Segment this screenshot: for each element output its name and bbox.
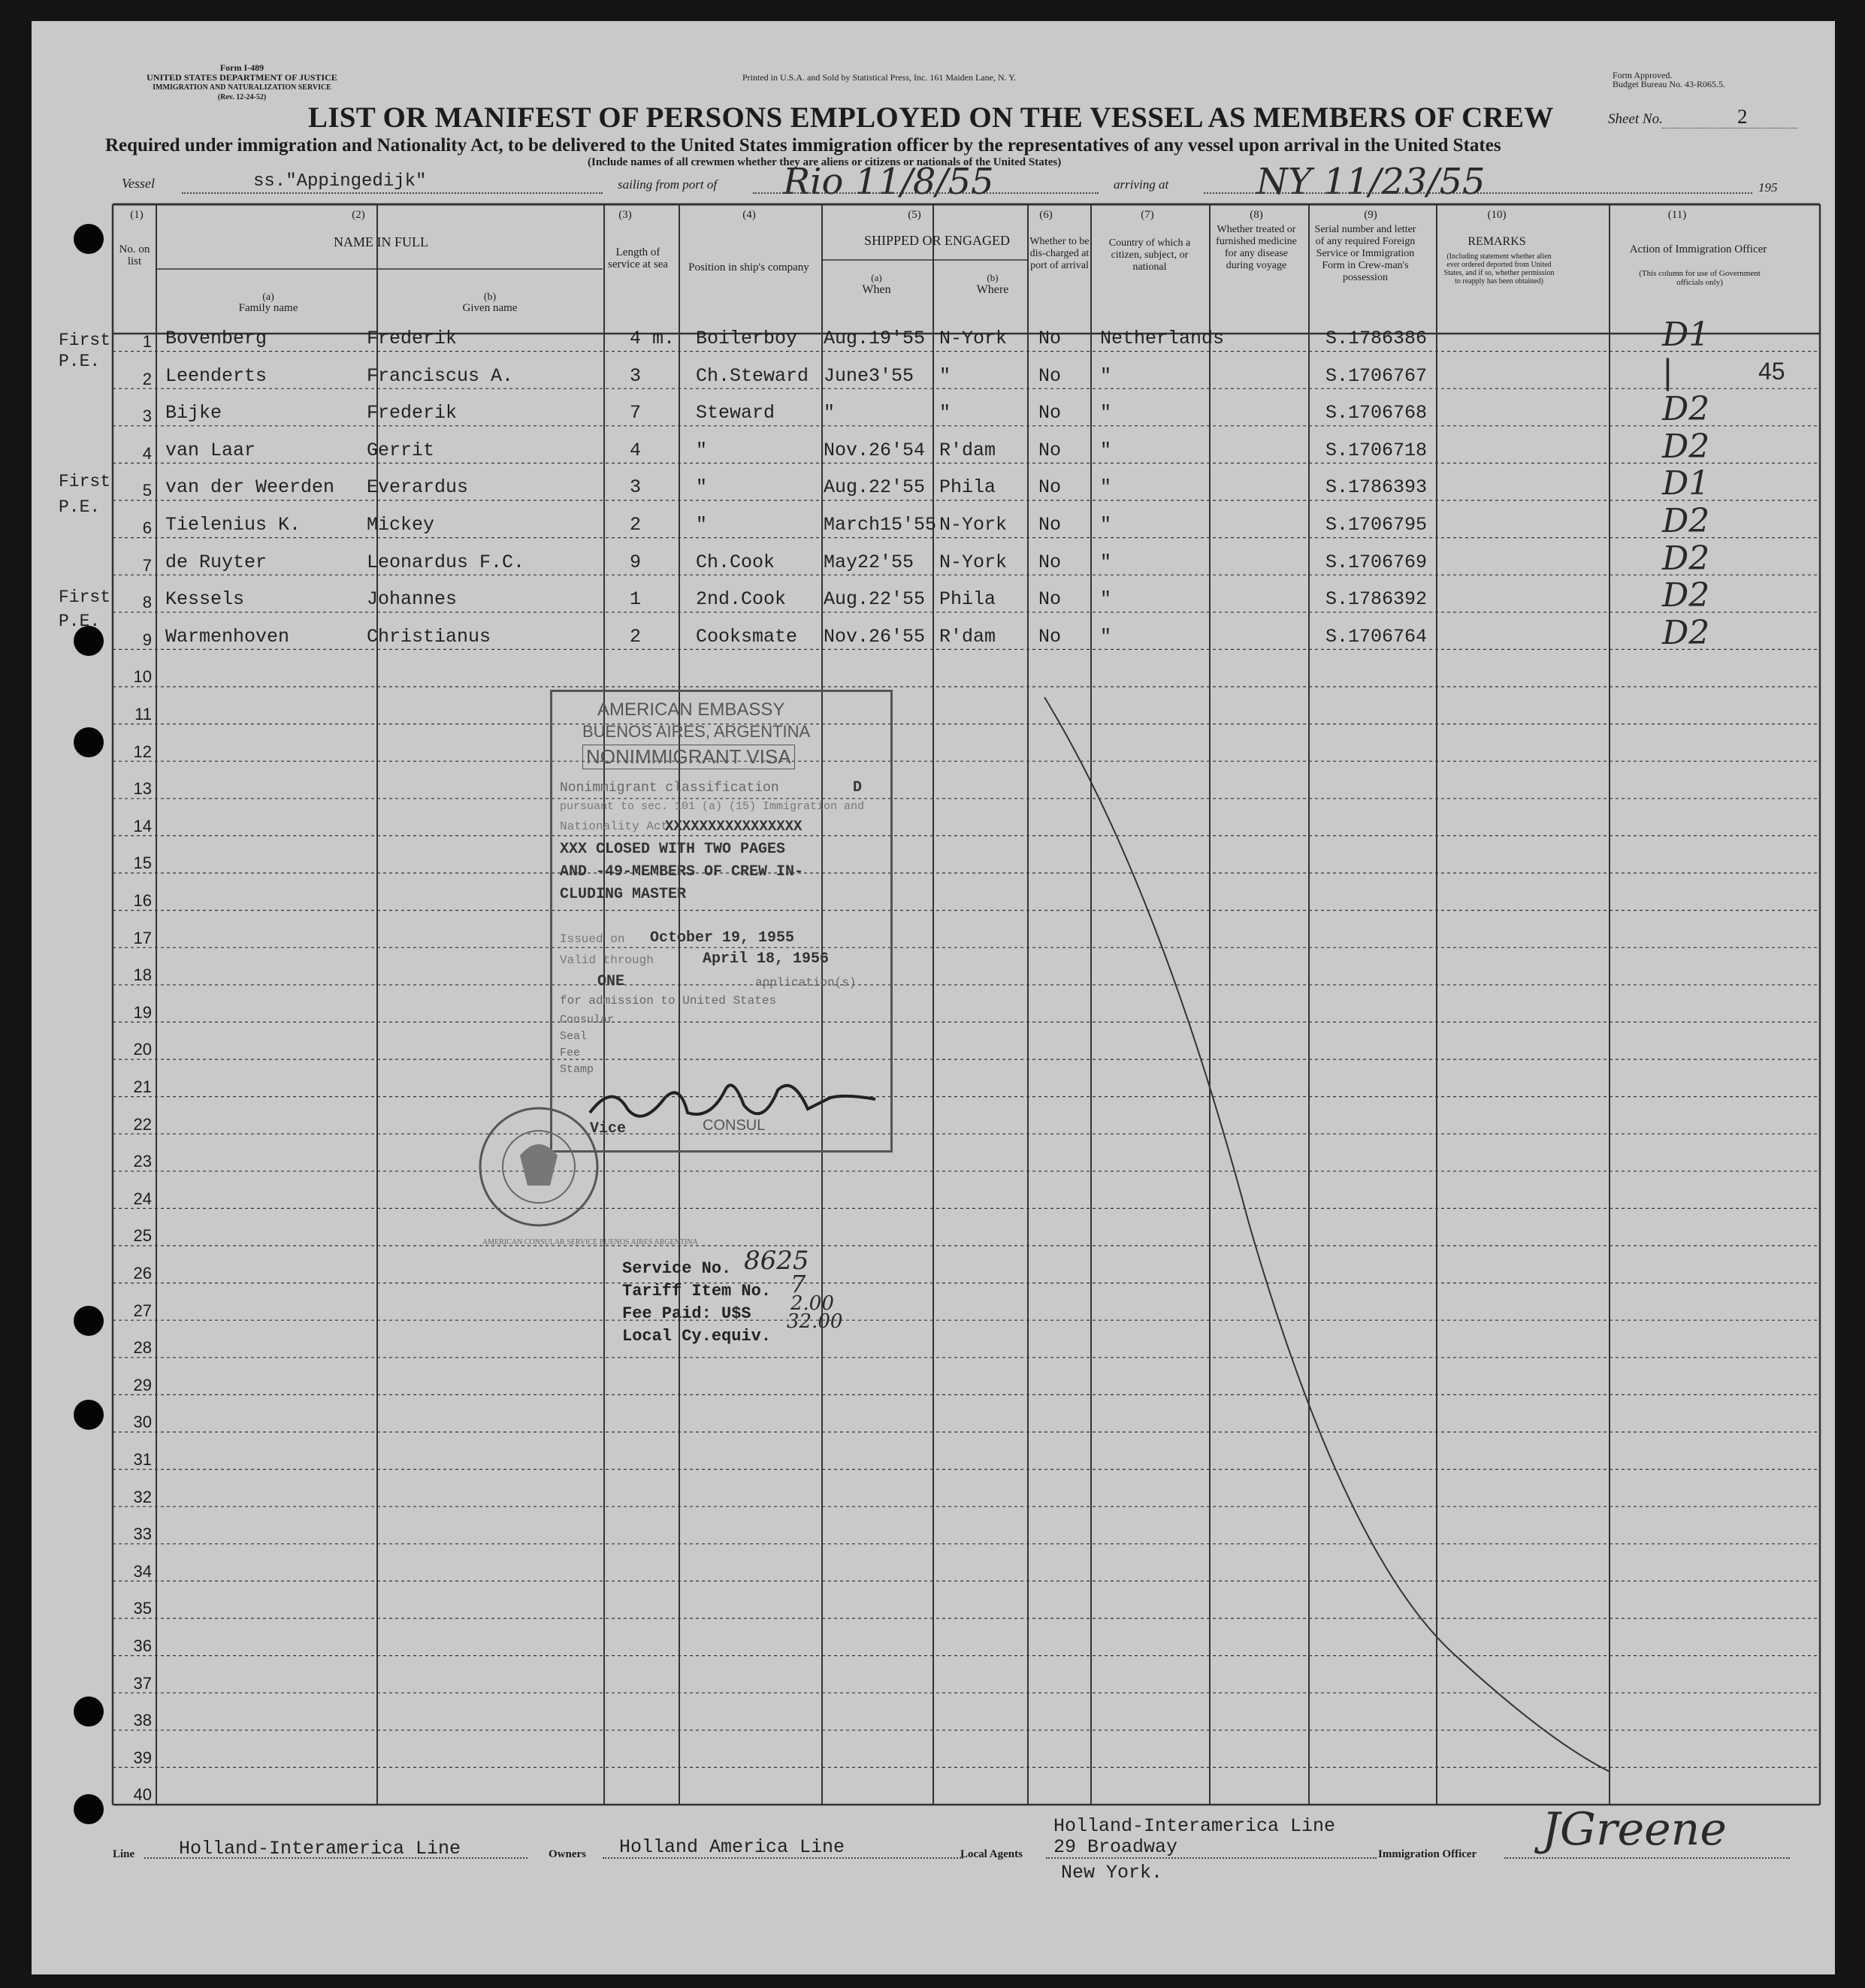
crew-discharged: No bbox=[1038, 328, 1062, 349]
col-when: When bbox=[862, 283, 891, 296]
vessel-label: Vessel bbox=[122, 176, 155, 191]
crew-discharged: No bbox=[1038, 402, 1062, 424]
col-remarks-note: (Including statement whether alien ever ordered deported from United States, and if so, whether permission to reapply has been obtained) bbox=[1443, 252, 1555, 286]
vessel-name: ss."Appingedijk" bbox=[253, 171, 427, 192]
line-rule bbox=[144, 1857, 527, 1859]
row-number: 2 bbox=[142, 369, 152, 388]
crew-given-name: Mickey bbox=[367, 514, 435, 536]
col-no: No. on list bbox=[119, 243, 150, 267]
department: UNITED STATES DEPARTMENT OF JUSTICE bbox=[147, 72, 337, 83]
row-number: 37 bbox=[133, 1673, 152, 1693]
crew-where: Phila bbox=[939, 476, 996, 499]
row-number: 24 bbox=[133, 1189, 152, 1208]
officer-label: Immigration Officer bbox=[1378, 1848, 1477, 1860]
crew-length: 3 bbox=[630, 364, 642, 387]
row-number: 3 bbox=[142, 406, 152, 426]
local-label: Local Cy.equiv. bbox=[622, 1327, 772, 1346]
row-number: 20 bbox=[133, 1040, 152, 1059]
crew-family-name: Leenderts bbox=[165, 364, 268, 387]
stamp-class-d: D bbox=[853, 779, 863, 796]
crew-position: Cooksmate bbox=[696, 625, 798, 648]
row-number: 8 bbox=[142, 593, 152, 612]
crew-serial: S.1706769 bbox=[1325, 551, 1428, 573]
col-num-3: (3) bbox=[618, 209, 632, 221]
crew-when: May22'55 bbox=[824, 551, 914, 573]
stamp-city: BUENOS AIRES, ARGENTINA bbox=[582, 722, 811, 741]
crew-discharged: No bbox=[1038, 439, 1062, 461]
crew-position: Ch.Steward bbox=[696, 364, 809, 387]
stamp-consul: CONSUL bbox=[703, 1117, 766, 1134]
crew-family-name: de Ruyter bbox=[165, 551, 268, 573]
crew-family-name: Bovenberg bbox=[165, 328, 268, 349]
crew-when: Aug.22'55 bbox=[824, 476, 926, 499]
col-num-8: (8) bbox=[1250, 209, 1263, 221]
manifest-sheet bbox=[32, 21, 1835, 1974]
crew-country: " bbox=[1100, 588, 1112, 611]
crew-when: June3'55 bbox=[824, 364, 914, 387]
crew-position: " bbox=[696, 476, 708, 499]
sailing-label: sailing from port of bbox=[618, 177, 718, 192]
row-number: 36 bbox=[133, 1636, 152, 1655]
crew-given-name: Leonardus F.C. bbox=[367, 551, 525, 573]
printer-note: Printed in U.S.A. and Sold by Statistical Press, Inc. 161 Maiden Lane, N. Y. bbox=[742, 72, 1017, 83]
arriving-port: NY 11/23/55 bbox=[1256, 161, 1486, 203]
owners-label: Owners bbox=[549, 1848, 586, 1860]
crew-discharged: No bbox=[1038, 625, 1062, 648]
visa-stamp bbox=[550, 690, 893, 1153]
crew-family-name: van der Weerden bbox=[165, 476, 335, 499]
crew-where: N-York bbox=[939, 551, 1008, 573]
crew-serial: S.1706795 bbox=[1325, 514, 1428, 536]
crew-action: D2 bbox=[1662, 539, 1710, 578]
row-number: 12 bbox=[133, 742, 152, 761]
crew-action: D1 bbox=[1662, 464, 1710, 503]
stamp-applications: application(s) bbox=[755, 976, 857, 989]
crew-when: Aug.19'55 bbox=[824, 328, 926, 349]
form-number: Form I-489 bbox=[219, 62, 264, 73]
crew-country: " bbox=[1100, 439, 1112, 461]
col-num-4: (4) bbox=[742, 209, 756, 221]
row-number: 38 bbox=[133, 1711, 152, 1730]
page-subtitle: Required under immigration and Nationality Act, to be delivered to the United States immigration officer by the representatives of any vessel upon arrival in the United States bbox=[105, 135, 1501, 156]
row-number: 18 bbox=[133, 965, 152, 985]
stamp-visa: NONIMMIGRANT VISA bbox=[582, 745, 795, 769]
margin-note: First bbox=[59, 331, 111, 350]
row-number: 28 bbox=[133, 1338, 152, 1358]
agents-line-1: Holland-Interamerica Line bbox=[1053, 1815, 1336, 1837]
margin-note: P.E. bbox=[59, 497, 101, 517]
form-approved: Form Approved. bbox=[1613, 70, 1673, 80]
budget-bureau: Budget Bureau No. 43-R065.5. bbox=[1613, 79, 1725, 89]
agents-line-3: New York. bbox=[1061, 1862, 1163, 1884]
owners-rule bbox=[603, 1857, 963, 1859]
crew-position: Ch.Cook bbox=[696, 551, 775, 573]
crew-action: D2 bbox=[1662, 576, 1710, 615]
year-label: 195 bbox=[1758, 180, 1778, 195]
agents-label: Local Agents bbox=[960, 1848, 1023, 1860]
row-number: 22 bbox=[133, 1114, 152, 1134]
row-number: 23 bbox=[133, 1152, 152, 1171]
page-count: 45 bbox=[1758, 358, 1785, 385]
row-number: 4 bbox=[142, 443, 152, 463]
crew-where: " bbox=[939, 364, 951, 387]
crew-action: D1 bbox=[1662, 316, 1710, 354]
crew-country: " bbox=[1100, 514, 1112, 536]
row-number: 16 bbox=[133, 891, 152, 910]
consular-seal bbox=[475, 1103, 603, 1231]
col-num-6: (6) bbox=[1039, 209, 1053, 221]
crew-where: R'dam bbox=[939, 625, 996, 648]
crew-length: 2 bbox=[630, 514, 642, 536]
crew-serial: S.1706767 bbox=[1325, 364, 1428, 387]
stamp-vice: Vice bbox=[590, 1120, 627, 1138]
crew-given-name: Christianus bbox=[367, 625, 491, 648]
margin-note: P.E. bbox=[59, 352, 101, 371]
stamp-pursuant: pursuant to sec. 101 (a) (15) Immigration and bbox=[560, 800, 865, 813]
row-number: 15 bbox=[133, 854, 152, 873]
crew-discharged: No bbox=[1038, 476, 1062, 499]
stamp-valid: April 18, 1956 bbox=[703, 950, 830, 968]
agents-line-2: 29 Broadway bbox=[1053, 1836, 1178, 1858]
crew-length: 7 bbox=[630, 402, 642, 424]
crew-where: R'dam bbox=[939, 439, 996, 461]
crew-length: 2 bbox=[630, 625, 642, 648]
stamp-closed: XXX CLOSED WITH TWO PAGES bbox=[560, 841, 786, 858]
row-number: 29 bbox=[133, 1375, 152, 1394]
stamp-act: Nationality Act bbox=[560, 820, 669, 833]
row-number: 32 bbox=[133, 1487, 152, 1506]
margin-note: First bbox=[59, 472, 111, 491]
crew-discharged: No bbox=[1038, 551, 1062, 573]
crew-when: Nov.26'54 bbox=[824, 439, 926, 461]
crew-serial: S.1786386 bbox=[1325, 328, 1428, 349]
officer-rule bbox=[1504, 1857, 1790, 1859]
stamp-consular: Consular bbox=[560, 1014, 615, 1026]
row-number: 1 bbox=[142, 332, 152, 351]
col-where: Where bbox=[976, 283, 1009, 296]
crew-position: " bbox=[696, 439, 708, 461]
tariff-label: Tariff Item No. bbox=[622, 1282, 772, 1301]
stamp-fee: Fee bbox=[560, 1047, 581, 1059]
crew-serial: S.1706768 bbox=[1325, 402, 1428, 424]
crew-discharged: No bbox=[1038, 588, 1062, 611]
crew-when: Nov.26'55 bbox=[824, 625, 926, 648]
crew-family-name: Tielenius K. bbox=[165, 514, 301, 536]
stamp-classification: Nonimmigrant classification bbox=[560, 781, 779, 796]
stamp-admission: for admission to United States bbox=[560, 994, 777, 1008]
col-num-5: (5) bbox=[908, 209, 921, 221]
crew-position: 2nd.Cook bbox=[696, 588, 787, 611]
row-number: 9 bbox=[142, 630, 152, 649]
row-number: 30 bbox=[133, 1412, 152, 1432]
row-number: 11 bbox=[135, 705, 152, 724]
margin-note: First bbox=[59, 588, 111, 607]
stamp-embassy: AMERICAN EMBASSY bbox=[597, 699, 785, 720]
stamp-issued: October 19, 1955 bbox=[650, 929, 795, 947]
col-shipped: SHIPPED OR ENGAGED bbox=[863, 233, 1010, 248]
col-num-7: (7) bbox=[1141, 209, 1154, 221]
row-number: 40 bbox=[133, 1785, 152, 1805]
crew-given-name: Frederik bbox=[367, 402, 458, 424]
officer-signature: JGreene bbox=[1542, 1803, 1727, 1856]
col-length: Length of service at sea bbox=[608, 246, 668, 270]
stamp-xs: XXXXXXXXXXXXXXXX bbox=[665, 818, 803, 835]
service-label: Service No. bbox=[622, 1259, 732, 1278]
row-number: 7 bbox=[142, 555, 152, 575]
local-equiv: 32.00 bbox=[787, 1310, 843, 1333]
stamp-master: CLUDING MASTER bbox=[560, 886, 687, 903]
row-number: 5 bbox=[142, 481, 152, 500]
crew-when: Aug.22'55 bbox=[824, 588, 926, 611]
row-number: 10 bbox=[133, 667, 152, 687]
margin-note: P.E. bbox=[59, 612, 101, 631]
crew-family-name: Bijke bbox=[165, 402, 222, 424]
stamp-stamp: Stamp bbox=[560, 1063, 594, 1076]
fee-label: Fee Paid: U$S bbox=[622, 1304, 751, 1323]
crew-where: " bbox=[939, 402, 951, 424]
stamp-apps: ONE bbox=[597, 973, 625, 990]
col-action: Action of Immigration Officer bbox=[1629, 243, 1767, 255]
page-title: LIST OR MANIFEST OF PERSONS EMPLOYED ON THE VESSEL AS MEMBERS OF CREW bbox=[308, 101, 1554, 134]
col-num-1: (1) bbox=[130, 209, 144, 221]
sailing-port: Rio 11/8/55 bbox=[783, 161, 994, 203]
crew-given-name: Gerrit bbox=[367, 439, 435, 461]
crew-serial: S.1786393 bbox=[1325, 476, 1428, 499]
stamp-valid-label: Valid through bbox=[560, 953, 654, 967]
stamp-members: AND -49-MEMBERS OF CREW IN- bbox=[560, 863, 804, 881]
row-number: 27 bbox=[133, 1301, 152, 1320]
arriving-label: arriving at bbox=[1114, 177, 1169, 192]
row-number: 6 bbox=[142, 518, 152, 537]
stamp-seal: Seal bbox=[560, 1030, 588, 1043]
col-num-2: (2) bbox=[352, 209, 365, 221]
row-number: 17 bbox=[133, 928, 152, 947]
crew-position: Boilerboy bbox=[696, 328, 798, 349]
include-note: (Include names of all crewmen whether they are aliens or citizens or nationals of the United States) bbox=[588, 156, 1062, 168]
col-when-a: (a) bbox=[871, 272, 882, 283]
row-number: 25 bbox=[133, 1226, 152, 1246]
col-num-9: (9) bbox=[1364, 209, 1377, 221]
line-value: Holland-Interamerica Line bbox=[179, 1838, 461, 1860]
crew-family-name: Kessels bbox=[165, 588, 245, 611]
crew-country: " bbox=[1100, 551, 1112, 573]
fee-paid: 2.00 bbox=[790, 1292, 834, 1315]
crew-when: March15'55 bbox=[824, 514, 937, 536]
row-number: 26 bbox=[133, 1264, 152, 1283]
crew-country: " bbox=[1100, 402, 1112, 424]
crew-action: D2 bbox=[1662, 427, 1710, 466]
crew-length: 4 bbox=[630, 439, 642, 461]
col-num-10: (10) bbox=[1487, 209, 1507, 221]
col-given-b: (b) bbox=[483, 292, 497, 303]
crew-country: " bbox=[1100, 625, 1112, 648]
col-country: Country of which a citizen, subject, or national bbox=[1108, 237, 1191, 273]
row-number: 14 bbox=[133, 816, 152, 835]
col-where-b: (b) bbox=[987, 272, 999, 283]
crew-action: D2 bbox=[1662, 613, 1710, 652]
crew-discharged: No bbox=[1038, 364, 1062, 387]
crew-serial: S.1786392 bbox=[1325, 588, 1428, 611]
crew-when: " bbox=[824, 402, 836, 424]
col-discharged: Whether to be dis-charged at port of arrival bbox=[1029, 236, 1090, 271]
sheet-number: 2 bbox=[1737, 105, 1748, 128]
crew-given-name: Johannes bbox=[367, 588, 458, 611]
service-number: 8625 bbox=[744, 1246, 809, 1276]
row-number: 21 bbox=[133, 1077, 152, 1096]
row-number: 39 bbox=[133, 1748, 152, 1767]
crew-position: Steward bbox=[696, 402, 775, 424]
crew-country: " bbox=[1100, 476, 1112, 499]
crew-action: D2 bbox=[1662, 502, 1710, 540]
line-label: Line bbox=[113, 1848, 135, 1860]
row-number: 13 bbox=[133, 779, 152, 799]
col-action-note: (This column for use of Government officials only) bbox=[1639, 269, 1761, 287]
col-name-in-full: NAME IN FULL bbox=[334, 234, 428, 249]
crew-position: " bbox=[696, 514, 708, 536]
row-number: 31 bbox=[133, 1450, 152, 1469]
crew-given-name: Everardus bbox=[367, 476, 469, 499]
crew-action: | bbox=[1662, 352, 1673, 391]
crew-length: 3 bbox=[630, 476, 642, 499]
col-serial: Serial number and letter of any required Foreign Service or Immigration Form in Crew-man's possession bbox=[1314, 224, 1416, 283]
crew-where: N-York bbox=[939, 514, 1008, 536]
col-given: Given name bbox=[462, 302, 518, 314]
crew-where: Phila bbox=[939, 588, 996, 611]
tariff-item: 7 bbox=[790, 1270, 806, 1298]
crew-serial: S.1706764 bbox=[1325, 625, 1428, 648]
row-number: 19 bbox=[133, 1002, 152, 1022]
seal-text: AMERICAN CONSULAR SERVICE BUENOS AIRES ARGENTINA bbox=[482, 1238, 698, 1246]
col-family: Family name bbox=[238, 302, 298, 314]
owners-value: Holland America Line bbox=[619, 1836, 845, 1858]
crew-family-name: van Laar bbox=[165, 439, 256, 461]
revision: (Rev. 12-24-52) bbox=[217, 93, 267, 101]
crew-country: Netherlands bbox=[1100, 328, 1225, 349]
crew-country: " bbox=[1100, 364, 1112, 387]
crew-discharged: No bbox=[1038, 514, 1062, 536]
col-position: Position in ship's company bbox=[688, 261, 809, 273]
service: IMMIGRATION AND NATURALIZATION SERVICE bbox=[153, 83, 331, 92]
crew-length: 4 m. bbox=[630, 328, 676, 349]
crew-action: D2 bbox=[1662, 390, 1710, 429]
crew-where: N-York bbox=[939, 328, 1008, 349]
crew-given-name: Frederik bbox=[367, 328, 458, 349]
strike-line bbox=[32, 21, 1835, 1974]
col-num-11: (11) bbox=[1667, 209, 1687, 221]
agents-rule bbox=[1046, 1857, 1377, 1859]
stamp-issued-label: Issued on bbox=[560, 932, 625, 946]
crew-family-name: Warmenhoven bbox=[165, 625, 290, 648]
col-remarks: REMARKS bbox=[1468, 235, 1526, 248]
sheet-label: Sheet No. bbox=[1608, 111, 1663, 127]
col-medicine: Whether treated or furnished medicine for any disease during voyage bbox=[1216, 224, 1297, 271]
crew-length: 9 bbox=[630, 551, 642, 573]
row-number: 35 bbox=[133, 1599, 152, 1618]
row-number: 34 bbox=[133, 1561, 152, 1581]
col-family-a: (a) bbox=[262, 292, 274, 303]
crew-serial: S.1706718 bbox=[1325, 439, 1428, 461]
row-number: 33 bbox=[133, 1524, 152, 1544]
crew-length: 1 bbox=[630, 588, 642, 611]
crew-given-name: Franciscus A. bbox=[367, 364, 514, 387]
